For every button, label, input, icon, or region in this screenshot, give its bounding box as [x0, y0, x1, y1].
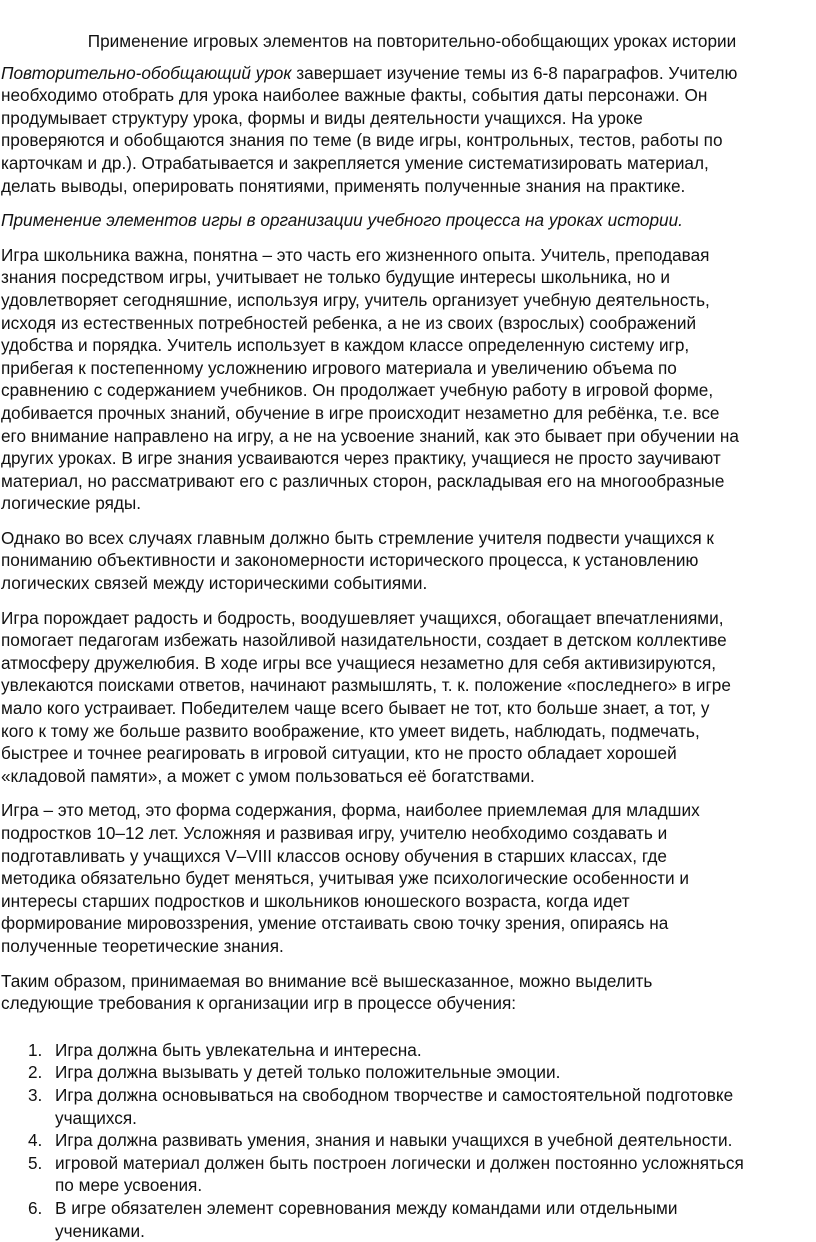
text-line: прибегая к постепенному усложнению игрового материала и увеличению объема по — [0, 357, 816, 380]
list-item-text: Игра должна основываться на свободном творчестве и самостоятельной подготовке — [55, 1084, 816, 1107]
paragraph-teacher-goal — [0, 527, 816, 595]
list-item-text: Игра должна быть увлекательна и интересна. — [55, 1039, 816, 1062]
paragraph-conclusion — [0, 970, 816, 1015]
text-line: материал, но рассматривают его с различных сторон, раскладывая его на многообразные — [0, 470, 816, 493]
list-item — [0, 1152, 816, 1197]
text-line: карточкам и др.). Отрабатывается и закрепляется умение систематизировать материал, — [0, 152, 816, 175]
text-line: мало кого устраивает. Победителем чаще всего бывает не тот, кто больше знает, а тот, у — [0, 697, 816, 720]
list-item-number: 4. — [28, 1129, 42, 1152]
text-line: его внимание направлено на игру, а не на усвоение знаний, как это бывает при обучении на — [0, 425, 816, 448]
text-line: методика обязательно будет меняться, учитывая уже психологические особенности и — [0, 867, 816, 890]
page-title: Применение игровых элементов на повторительно-обобщающих уроках истории — [0, 30, 816, 53]
text-line: подготавливать у учащихся V–VIII классов основу обучения в старших классах, где — [0, 845, 816, 868]
text-line: Таким образом, принимаемая во внимание всё вышесказанное, можно выделить — [0, 970, 816, 993]
text-line: удовлетворяет сегодняшние, используя игру, учитель организует учебную деятельность, — [0, 289, 816, 312]
list-item — [0, 1039, 816, 1062]
text-line: полученные теоретические знания. — [0, 935, 816, 958]
text-line: знания посредством игры, учитывает не только будущие интересы школьника, но и — [0, 266, 816, 289]
list-item-number: 5. — [28, 1152, 42, 1175]
text-line: добивается прочных знаний, обучение в игре происходит незаметно для ребёнка, т.е. все — [0, 402, 816, 425]
list-item-text: учащихся. — [55, 1107, 816, 1130]
text-line: необходимо отобрать для урока наиболее важные факты, события даты персонажи. Он — [0, 84, 816, 107]
section-subheading — [0, 209, 816, 232]
text-line: Однако во всех случаях главным должно быть стремление учителя подвести учащихся к — [0, 527, 816, 550]
text-line: логических связей между историческими событиями. — [0, 572, 816, 595]
requirements-list — [0, 1039, 816, 1242]
text-line: подростков 10–12 лет. Усложняя и развивая игру, учителю необходимо создавать и — [0, 822, 816, 845]
text-line: логические ряды. — [0, 492, 816, 515]
subheading-text: Применение элементов игры в организации учебного процесса на уроках истории. — [0, 209, 816, 232]
list-item-text: Игра должна вызывать у детей только положительные эмоции. — [55, 1061, 816, 1084]
list-item-text: игровой материал должен быть построен логически и должен постоянно усложняться — [55, 1152, 816, 1175]
list-item-number: 2. — [28, 1061, 42, 1084]
paragraph-game-joy — [0, 607, 816, 788]
text-line: продумывает структуру урока, формы и виды деятельности учащихся. На уроке — [0, 107, 816, 130]
text-line: делать выводы, оперировать понятиями, применять полученные знания на практике. — [0, 175, 816, 198]
text-line: других уроках. В игре знания усваиваются через практику, учащиеся не просто заучивают — [0, 447, 816, 470]
paragraph-intro — [0, 62, 816, 198]
first-line-rest: завершает изучение темы из 6-8 параграфов. Учителю — [291, 63, 737, 83]
list-item — [0, 1061, 816, 1084]
text-line: удобства и порядка. Учитель использует в каждом классе определенную систему игр, — [0, 334, 816, 357]
text-line: интересы старших подростков и школьников юношеского возраста, когда идет — [0, 890, 816, 913]
text-line: проверяются и обобщаются знания по теме (в виде игры, контрольных, тестов, работы по — [0, 129, 816, 152]
text-line: формирование мировоззрения, умение отстаивать свою точку зрения, опираясь на — [0, 912, 816, 935]
text-line: увлекаются поисками ответов, начинают размышлять, т. к. положение «последнего» в игре — [0, 674, 816, 697]
text-line: сравнению с содержанием учебников. Он продолжает учебную работу в игровой форме, — [0, 379, 816, 402]
text-line: следующие требования к организации игр в процессе обучения: — [0, 992, 816, 1015]
text-line: Игра – это метод, это форма содержания, форма, наиболее приемлемая для младших — [0, 799, 816, 822]
text-line: Игра порождает радость и бодрость, воодушевляет учащихся, обогащает впечатлениями, — [0, 607, 816, 630]
list-item-number: 1. — [28, 1039, 42, 1062]
text-line: Игра школьника важна, понятна – это часть его жизненного опыта. Учитель, преподавая — [0, 244, 816, 267]
text-line: пониманию объективности и закономерности исторического процесса, к установлению — [0, 549, 816, 572]
text-line: кого к тому же больше развито воображение, кто умеет видеть, наблюдать, подмечать, — [0, 720, 816, 743]
list-item — [0, 1129, 816, 1152]
list-item-text: учениками. — [55, 1220, 816, 1242]
list-item-number: 3. — [28, 1084, 42, 1107]
text-line: помогает педагогам избежать назойливой назидательности, создает в детском коллективе — [0, 629, 816, 652]
list-item-text: В игре обязателен элемент соревнования между командами или отдельными — [55, 1197, 816, 1220]
paragraph-game-method — [0, 799, 816, 957]
paragraph-intro-first-line — [0, 62, 816, 85]
text-line: «кладовой памяти», а может с умом пользоваться её богатствами. — [0, 765, 816, 788]
list-item-text: по мере усвоения. — [55, 1174, 816, 1197]
list-item — [0, 1084, 816, 1129]
text-line: атмосферу дружелюбия. В ходе игры все учащиеся незаметно для себя активизируются, — [0, 652, 816, 675]
list-item-text: Игра должна развивать умения, знания и навыки учащихся в учебной деятельности. — [55, 1129, 816, 1152]
list-item-number: 6. — [28, 1197, 42, 1220]
paragraph-game-importance — [0, 244, 816, 515]
text-line: исходя из естественных потребностей ребенка, а не из своих (взрослых) соображений — [0, 312, 816, 335]
text-line: быстрее и точнее реагировать в игровой ситуации, кто не просто обладает хорошей — [0, 742, 816, 765]
italic-lead-term: Повторительно-обобщающий урок — [1, 63, 291, 83]
